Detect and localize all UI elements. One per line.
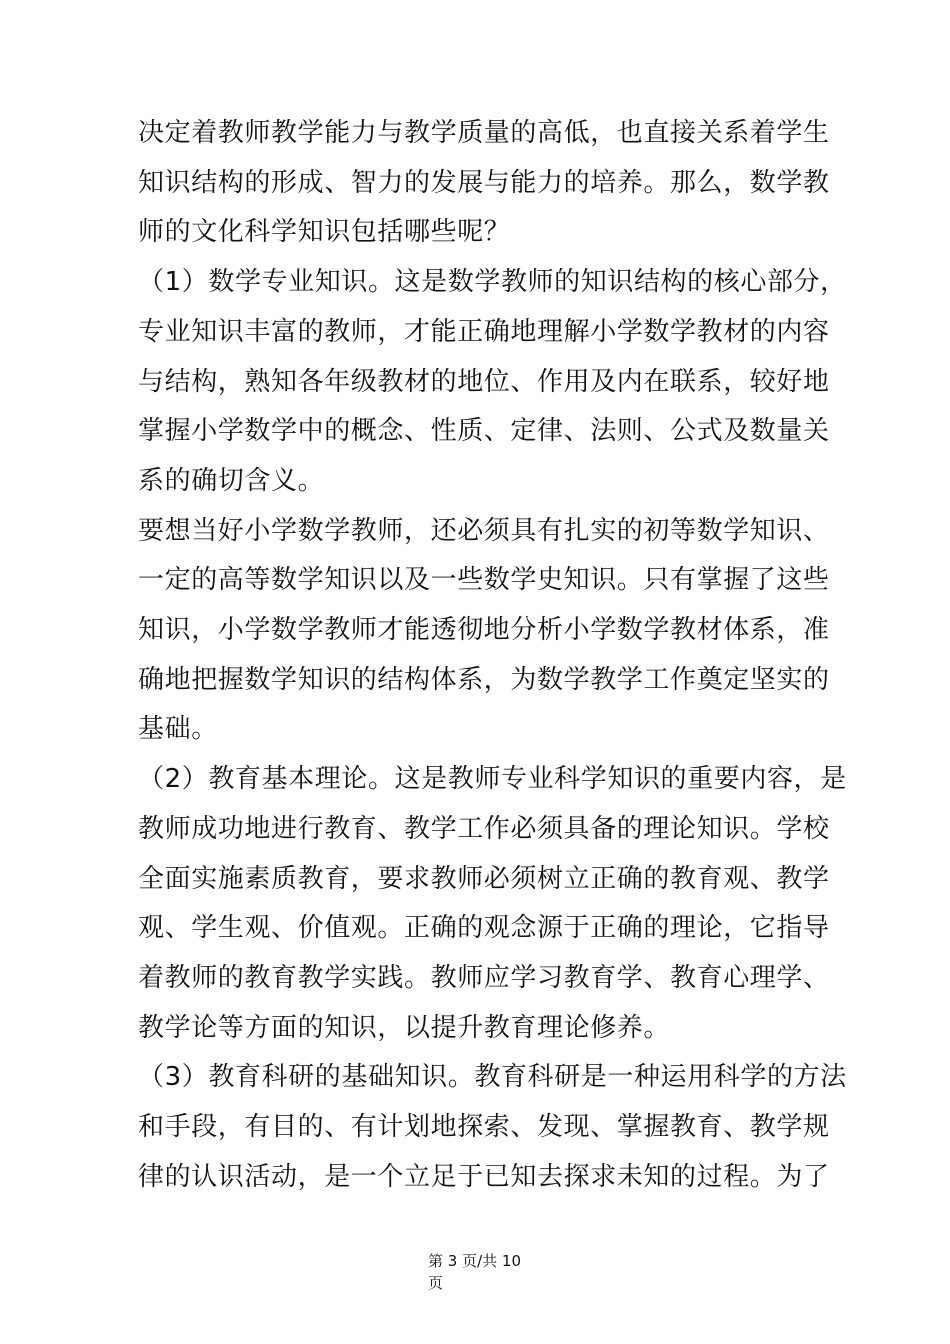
text-line: 师的文化科学知识包括哪些呢？	[138, 217, 511, 247]
text-line: 掌握小学数学中的概念、性质、定律、法则、公式及数量关	[138, 416, 830, 446]
text-line: 教师成功地进行教育、教学工作必须具备的理论知识。学校	[138, 814, 830, 844]
text-line: 知识结构的形成、智力的发展与能力的培养。那么，数学教	[138, 168, 830, 198]
text-line: 律的认识活动，是一个立足于已知去探求未知的过程。为了	[138, 1162, 830, 1192]
text-line: 与结构，熟知各年级教材的地位、作用及内在联系，较好地	[138, 367, 830, 397]
page-number: 第 3 页/共 10	[428, 1252, 521, 1270]
text-line: 观、学生观、价值观。正确的观念源于正确的理论，它指导	[138, 913, 830, 943]
text-line: 确地把握数学知识的结构体系，为数学教学工作奠定坚实的	[138, 665, 830, 695]
text-line: 全面实施素质教育，要求教师必须树立正确的教育观、教学	[138, 864, 830, 894]
text-line: 一定的高等数学知识以及一些数学史知识。只有掌握了这些	[138, 565, 830, 595]
text-line: 决定着教师教学能力与教学质量的高低，也直接关系着学生	[138, 118, 830, 148]
text-line: 着教师的教育教学实践。教师应学习教育学、教育心理学、	[138, 963, 830, 993]
text-line: 基础。	[138, 714, 218, 744]
text-line: （3）教育科研的基础知识。教育科研是一种运用科学的方法	[138, 1062, 847, 1092]
page-number-continued: 页	[428, 1274, 444, 1292]
text-line: 和手段，有目的、有计划地探索、发现、掌握教育、教学规	[138, 1112, 830, 1142]
text-line: 知识，小学数学教师才能透彻地分析小学数学教材体系，准	[138, 615, 830, 645]
text-line: 系的确切含义。	[138, 466, 325, 496]
text-line: （2）教育基本理论。这是教师专业科学知识的重要内容，是	[138, 764, 847, 794]
text-line: （1）数学专业知识。这是数学教师的知识结构的核心部分，	[138, 267, 847, 297]
text-line: 教学论等方面的知识，以提升教育理论修养。	[138, 1013, 671, 1043]
text-line: 专业知识丰富的教师，才能正确地理解小学数学教材的内容	[138, 317, 830, 347]
text-line: 要想当好小学数学教师，还必须具有扎实的初等数学知识、	[138, 516, 830, 546]
